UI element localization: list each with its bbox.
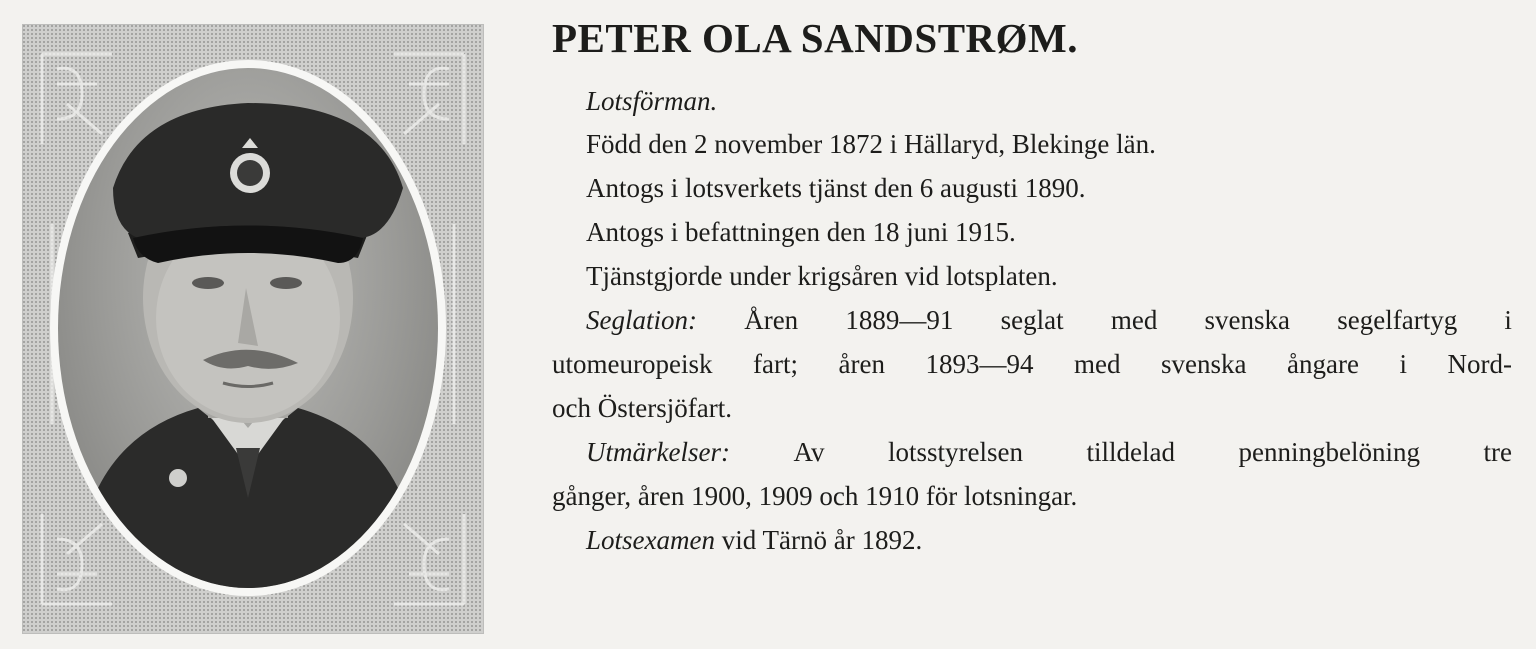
exam-text: vid Tärnö år 1892. bbox=[714, 525, 923, 555]
sailing-word: svenska bbox=[1161, 349, 1247, 379]
sailing-word: 1889—91 bbox=[845, 305, 954, 335]
birth-line: Född den 2 november 1872 i Hällaryd, Blekinge län. bbox=[586, 129, 1156, 159]
sailing-word: i bbox=[1504, 305, 1512, 335]
exam-label: Lotsexamen bbox=[586, 525, 715, 555]
sailing-word: svenska bbox=[1204, 305, 1291, 335]
sailing-word: ångare bbox=[1287, 349, 1359, 379]
awards-word: tre bbox=[1483, 437, 1512, 467]
war-service-line: Tjänstgjorde under krigsåren vid lotsplaten. bbox=[586, 261, 1058, 291]
sailing-word: åren bbox=[838, 349, 885, 379]
awards-line-2: gånger, åren 1900, 1909 och 1910 för lotsningar. bbox=[552, 481, 1078, 511]
exam-line bbox=[586, 523, 922, 557]
sailing-word: 1893—94 bbox=[925, 349, 1034, 379]
awards-word: tilldelad bbox=[1086, 437, 1175, 467]
sailing-line-2 bbox=[552, 347, 1512, 381]
service-start-line: Antogs i lotsverkets tjänst den 6 augusti 1890. bbox=[586, 173, 1086, 203]
sailing-word: utomeuropeisk bbox=[552, 349, 713, 379]
sailing-word: seglat bbox=[1000, 305, 1064, 335]
awards-label: Utmärkelser: bbox=[586, 437, 730, 467]
appointment-line: Antogs i befattningen den 18 juni 1915. bbox=[586, 217, 1016, 247]
awards-word: Av bbox=[793, 437, 825, 467]
sailing-word: med bbox=[1074, 349, 1121, 379]
awards-line-1 bbox=[586, 435, 1512, 469]
sailing-word: segelfartyg bbox=[1337, 305, 1458, 335]
sailing-word: med bbox=[1110, 305, 1158, 335]
sailing-word: fart; bbox=[753, 349, 798, 379]
sailing-word: Nord- bbox=[1447, 349, 1512, 379]
sailing-line-1 bbox=[586, 303, 1512, 337]
sailing-label: Seglation: bbox=[586, 305, 697, 335]
page-title: PETER OLA SANDSTRØM. bbox=[552, 15, 1079, 61]
awards-word: lotsstyrelsen bbox=[888, 437, 1023, 467]
awards-word: penningbelöning bbox=[1238, 437, 1420, 467]
position-line: Lotsförman. bbox=[586, 86, 718, 116]
sailing-word: i bbox=[1399, 349, 1407, 379]
portrait-frame bbox=[22, 24, 484, 634]
sailing-word: Åren bbox=[744, 305, 799, 335]
portrait-photo bbox=[58, 68, 438, 588]
sailing-line-3: och Östersjöfart. bbox=[552, 393, 732, 423]
